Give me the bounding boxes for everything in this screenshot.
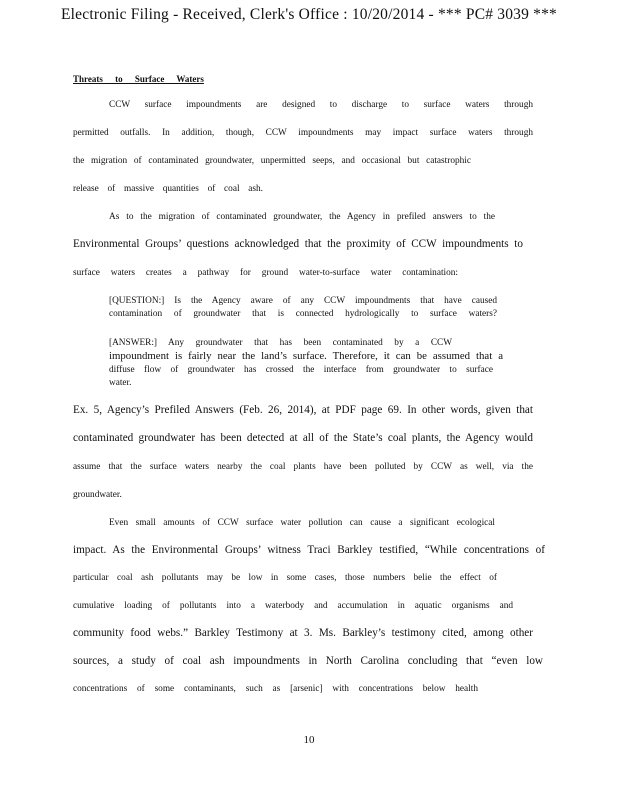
body-line: impact. As the Environmental Groups’ witness Traci Barkley testified, “While concentrations of xyxy=(73,544,545,556)
body-line: Ex. 5, Agency’s Prefiled Answers (Feb. 26, 2014), at PDF page 69. In other words, given that xyxy=(73,404,533,416)
body-line: the migration of contaminated groundwater, unpermitted seeps, and occasional but catastrophic xyxy=(73,156,471,166)
body-line: Environmental Groups’ questions acknowledged that the proximity of CCW impoundments to xyxy=(73,238,523,250)
body-line: Even small amounts of CCW surface water pollution can cause a significant ecological xyxy=(109,518,495,528)
body-line: As to the migration of contaminated groundwater, the Agency in prefiled answers to the xyxy=(109,212,495,222)
section-heading: Threats to Surface Waters xyxy=(73,74,204,84)
quote-line: [QUESTION:] Is the Agency aware of any CCW impoundments that have caused xyxy=(109,296,497,306)
quote-line: contamination of groundwater that is connected hydrologically to surface waters? xyxy=(109,309,497,319)
body-line: contaminated groundwater has been detected at all of the State’s coal plants, the Agency would xyxy=(73,432,533,444)
body-line: sources, a study of coal ash impoundments in North Carolina concluding that “even low xyxy=(73,655,543,667)
page-number: 10 xyxy=(303,734,315,746)
filing-header: Electronic Filing - Received, Clerk's Office : 10/20/2014 - *** PC# 3039 *** xyxy=(61,6,557,23)
quote-line: impoundment is fairly near the land’s surface. Therefore, it can be assumed that a xyxy=(109,350,503,362)
body-line: cumulative loading of pollutants into a waterbody and accumulation in aquatic organisms and xyxy=(73,601,513,611)
body-line: assume that the surface waters nearby the coal plants have been polluted by CCW as well, via the xyxy=(73,462,533,472)
body-line: surface waters creates a pathway for ground water-to-surface water contamination: xyxy=(73,268,458,278)
body-line: groundwater. xyxy=(73,490,122,500)
quote-line: diffuse flow of groundwater has crossed the interface from groundwater to surface xyxy=(109,365,493,375)
body-line: permitted outfalls. In addition, though, CCW impoundments may impact surface waters through xyxy=(73,128,533,138)
body-line: CCW surface impoundments are designed to discharge to surface waters through xyxy=(109,100,533,110)
quote-line: [ANSWER:] Any groundwater that has been contaminated by a CCW xyxy=(109,338,452,348)
body-line: particular coal ash pollutants may be low in some cases, those numbers belie the effect of xyxy=(73,573,497,583)
body-line: release of massive quantities of coal ash. xyxy=(73,184,263,194)
body-line: concentrations of some contaminants, such as [arsenic] with concentrations below health xyxy=(73,684,478,694)
body-line: community food webs.” Barkley Testimony at 3. Ms. Barkley’s testimony cited, among other xyxy=(73,627,533,639)
quote-line: water. xyxy=(109,378,132,388)
